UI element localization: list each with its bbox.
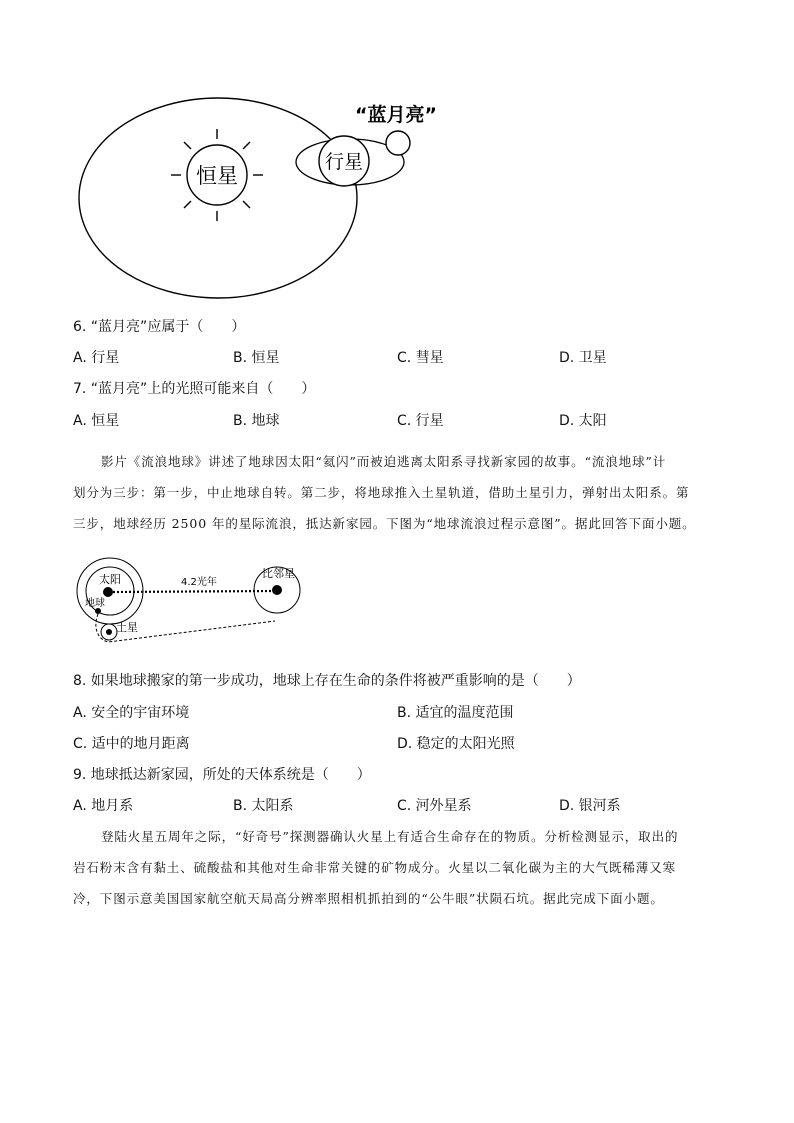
sun-label: 太阳 — [99, 573, 121, 586]
moon-icon — [386, 131, 410, 155]
earth-label: 地球 — [85, 598, 105, 609]
q6-option-d: D. 卫星 — [559, 350, 607, 366]
q7-option-b: B. 地球 — [233, 413, 280, 429]
q6-option-a: A. 行星 — [73, 350, 120, 366]
passage-2-line-3: 冷，下图示意美国国家航空航天局高分辨率照相机抓拍到的“公牛眼”状陨石坑。据此完成下面小题。 — [73, 891, 664, 906]
star-label: 恒星 — [196, 164, 238, 188]
question-9-stem: 9. 地球抵达新家园，所处的天体系统是（ ） — [73, 767, 371, 783]
q8-option-a: A. 安全的宇宙环境 — [73, 705, 190, 721]
passage-2-line-1: 登陆火星五周年之际，“好奇号”探测器确认火星上有适合生命存在的物质。分析检测显示，取出的 — [101, 829, 679, 844]
passage-2-line-2: 岩石粉末含有黏土、硫酸盐和其他对生命非常关键的矿物成分。火星以二氧化碳为主的大气既稀薄又寒 — [73, 860, 677, 875]
star-planet-moon-diagram — [70, 95, 450, 300]
proxima-icon — [272, 585, 282, 595]
q9-option-c: C. 河外星系 — [397, 798, 472, 814]
question-8-stem: 8. 如果地球搬家的第一步成功，地球上存在生命的条件将被严重影响的是（ ） — [73, 673, 581, 689]
distance-label: 4.2光年 — [181, 577, 217, 588]
saturn-icon — [106, 629, 112, 635]
question-6-stem: 6. “蓝月亮”应属于（ ） — [73, 319, 246, 335]
passage-1-line-3: 三步，地球经历 2500 年的星际流浪，抵达新家园。下图为“地球流浪过程示意图”。据此回答下面小题。 — [73, 516, 696, 531]
q9-option-d: D. 银河系 — [559, 798, 621, 814]
q9-option-b: B. 太阳系 — [233, 798, 294, 814]
distance-line — [113, 591, 275, 592]
q7-option-d: D. 太阳 — [559, 413, 607, 429]
planet-label: 行星 — [324, 151, 364, 173]
moon-label: “蓝月亮” — [355, 104, 437, 126]
q9-option-a: A. 地月系 — [73, 798, 134, 814]
passage-1-line-2: 划分为三步：第一步，中止地球自转。第二步，将地球推入土星轨道，借助土星引力，弹射出太阳系。第 — [73, 485, 690, 500]
wandering-earth-diagram — [75, 547, 315, 652]
q8-option-b: B. 适宜的温度范围 — [397, 705, 514, 721]
q6-option-b: B. 恒星 — [233, 350, 280, 366]
q7-option-c: C. 行星 — [397, 413, 444, 429]
sun-icon — [103, 587, 113, 597]
question-7-stem: 7. “蓝月亮”上的光照可能来自（ ） — [73, 381, 316, 397]
passage-1-line-1: 影片《流浪地球》讲述了地球因太阳“氦闪”而被迫逃离太阳系寻找新家园的故事。“流浪地球”计 — [101, 454, 667, 469]
q8-option-d: D. 稳定的太阳光照 — [397, 736, 515, 752]
q8-option-c: C. 适中的地月距离 — [73, 736, 190, 752]
saturn-label: 土星 — [116, 621, 138, 634]
q6-option-c: C. 彗星 — [397, 350, 444, 366]
proxima-label: 比邻星 — [262, 567, 295, 580]
q7-option-a: A. 恒星 — [73, 413, 120, 429]
